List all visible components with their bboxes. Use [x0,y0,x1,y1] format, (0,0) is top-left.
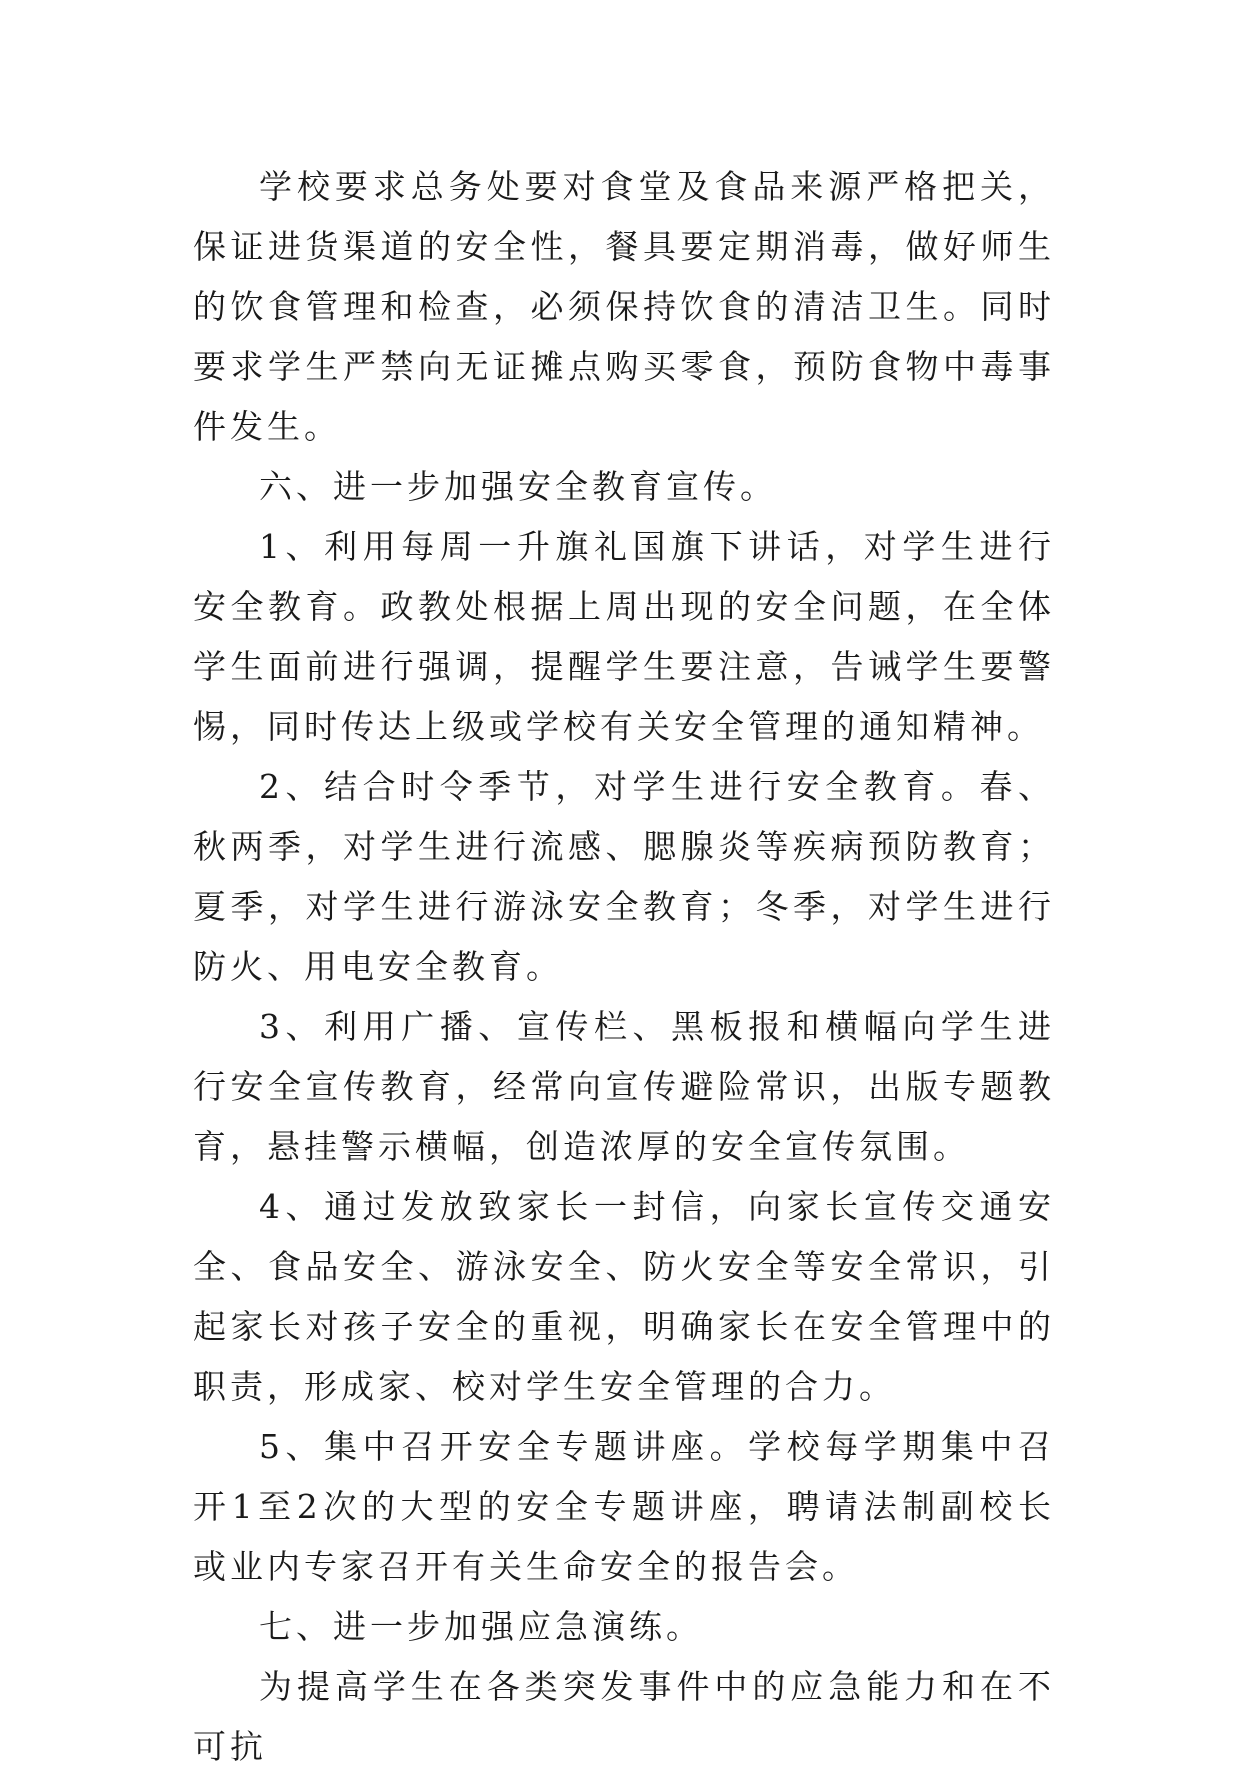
paragraph-emergency-drill: 为提高学生在各类突发事件中的应急能力和在不可抗 [193,1667,1055,1766]
paragraph-item-1: 1、利用每周一升旗礼国旗下讲话，对学生进行安全教育。政教处根据上周出现的安全问题，在全体学生面前进行强调，提醒学生要注意，告诫学生要警惕，同时传达上级或学校有关安全管理的通知精神。 [193,527,1055,746]
document-body [193,157,1055,1777]
paragraph-item-2: 2、结合时令季节，对学生进行安全教育。春、秋两季，对学生进行流感、腮腺炎等疾病预防教育；夏季，对学生进行游泳安全教育；冬季，对学生进行防火、用电安全教育。 [193,767,1055,986]
heading-section-six: 六、进一步加强安全教育宣传。 [259,467,777,506]
paragraph-item-4: 4、通过发放致家长一封信，向家长宣传交通安全、食品安全、游泳安全、防火安全等安全常识，引起家长对孩子安全的重视，明确家长在安全管理中的职责，形成家、校对学生安全管理的合力。 [193,1187,1055,1406]
paragraph-item-5: 5、集中召开安全专题讲座。学校每学期集中召开1至2次的大型的安全专题讲座，聘请法制副校长或业内专家召开有关生命安全的报告会。 [193,1427,1055,1586]
paragraph-item-3: 3、利用广播、宣传栏、黑板报和横幅向学生进行安全宣传教育，经常向宣传避险常识，出版专题教育，悬挂警示横幅，创造浓厚的安全宣传氛围。 [193,1007,1055,1166]
paragraph-food-safety: 学校要求总务处要对食堂及食品来源严格把关，保证进货渠道的安全性，餐具要定期消毒，做好师生的饮食管理和检查，必须保持饮食的清洁卫生。同时要求学生严禁向无证摊点购买零食，预防食物中毒事件发生。 [193,167,1055,446]
heading-section-seven: 七、进一步加强应急演练。 [259,1607,703,1646]
